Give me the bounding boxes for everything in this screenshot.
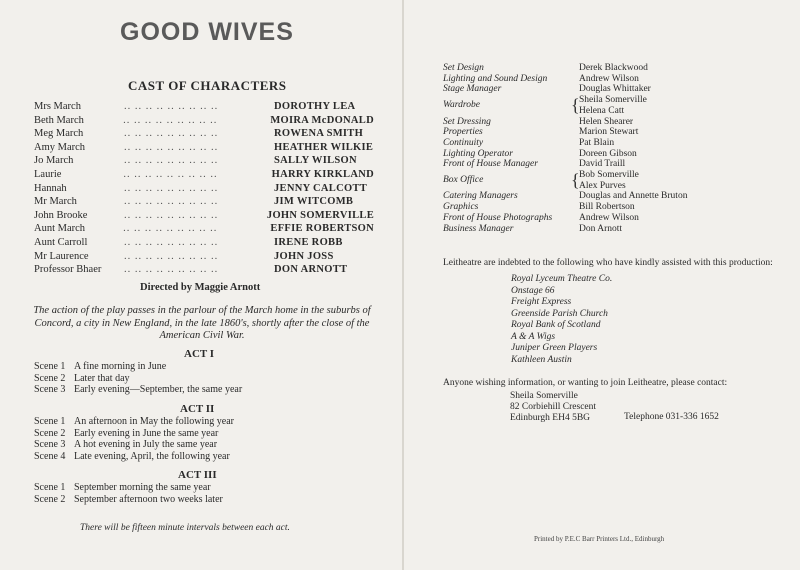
act-3-title: ACT III <box>178 469 217 481</box>
crew-role: Catering Managers <box>443 191 518 202</box>
crew-role: Lighting Operator <box>443 148 513 159</box>
crew-row <box>443 213 783 224</box>
cast-row <box>34 195 374 209</box>
leader-dots: .. .. .. .. .. .. .. .. .. <box>124 236 219 248</box>
leader-dots: .. .. .. .. .. .. .. .. .. <box>123 114 218 126</box>
leader-dots: .. .. .. .. .. .. .. .. .. <box>124 128 219 140</box>
cast-row <box>34 236 374 250</box>
cast-role: Aunt Carroll <box>34 236 88 248</box>
list-item: Juniper Green Players <box>511 343 598 353</box>
cast-role: Jo March <box>34 155 74 167</box>
scene-label: Scene 1 <box>34 361 66 372</box>
crew-role: Graphics <box>443 202 479 213</box>
crew-role: Lighting and Sound Design <box>443 73 548 84</box>
list-item: A & A Wigs <box>511 331 556 342</box>
cast-actor: EFFIE ROBERTSON <box>270 223 374 235</box>
interval-note: There will be fifteen minute intervals between each act. <box>80 523 290 533</box>
crew-row <box>443 191 783 202</box>
scene-text: September afternoon two weeks later <box>74 493 223 505</box>
scene-row <box>34 494 223 506</box>
leader-dots: .. .. .. .. .. .. .. .. .. <box>124 250 219 262</box>
crew-row <box>443 149 783 160</box>
printer-credit: Printed by P.E.C Barr Printers Ltd., Edinburgh <box>534 535 665 543</box>
acknowledgement-list <box>511 274 612 366</box>
crew-name: Andrew Wilson <box>579 73 639 84</box>
scene-row <box>34 384 242 396</box>
cast-role: Hannah <box>34 182 67 194</box>
crew-row <box>443 202 783 213</box>
crew-name: Bill Robertson <box>579 202 635 213</box>
cast-role: Mr Laurence <box>34 250 89 262</box>
leader-dots: .. .. .. .. .. .. .. .. .. <box>124 264 219 276</box>
cast-row <box>34 127 374 141</box>
scene-label: Scene 4 <box>34 450 66 462</box>
list-item: Greenside Parish Church <box>511 308 608 319</box>
cast-role: Aunt March <box>34 223 86 235</box>
contact-phone: Telephone 031-336 1652 <box>624 412 719 422</box>
cast-role: Meg March <box>34 128 84 140</box>
contact-address <box>510 391 596 423</box>
crew-name: Douglas and Annette Bruton <box>579 191 688 202</box>
list-item: Kathleen Austin <box>511 354 572 365</box>
crew-name: Douglas Whittaker <box>579 84 651 95</box>
cast-row <box>34 222 374 236</box>
cast-row <box>34 168 374 182</box>
crew-name: Alex Purves <box>579 180 626 191</box>
crew-name: Marion Stewart <box>579 127 639 138</box>
list-item: Royal Lyceum Theatre Co. <box>511 274 613 284</box>
list-item: Freight Express <box>511 297 572 307</box>
crew-name: Pat Blain <box>579 137 615 148</box>
scene-row <box>34 361 242 373</box>
cast-row <box>34 141 374 155</box>
scene-row <box>34 373 242 385</box>
crew-name: Derek Blackwood <box>579 63 648 73</box>
cast-actor: JIM WITCOMB <box>274 196 354 208</box>
cast-actor: IRENE ROBB <box>274 236 343 248</box>
cast-actor: JENNY CALCOTT <box>274 182 368 194</box>
crew-role: Properties <box>443 127 483 138</box>
crew-row <box>443 159 783 170</box>
crew-row <box>443 138 783 149</box>
list-item: Onstage 66 <box>511 285 555 296</box>
act-2-title: ACT II <box>180 403 215 415</box>
crew-name: Bob Somerville <box>579 170 639 181</box>
crew-role: Business Manager <box>443 223 514 234</box>
scene-text: Later that day <box>74 372 130 384</box>
page-fold <box>402 0 404 570</box>
contact-city: Edinburgh EH4 5BG <box>510 412 591 423</box>
crew-name: Doreen Gibson <box>579 148 637 159</box>
scene-label: Scene 1 <box>34 416 66 427</box>
cast-row <box>34 263 374 277</box>
leader-dots: .. .. .. .. .. .. .. .. .. <box>124 141 219 153</box>
cast-actor: HEATHER WILKIE <box>274 141 374 153</box>
scene-row <box>34 451 234 463</box>
cast-role: Professor Bhaer <box>34 264 102 276</box>
scene-text: A fine morning in June <box>74 361 167 372</box>
crew-name: Don Arnott <box>579 223 623 234</box>
leader-dots: .. .. .. .. .. .. .. .. .. <box>123 168 218 180</box>
crew-row <box>443 117 783 128</box>
crew-role: Stage Manager <box>443 84 502 95</box>
act-2-scenes <box>34 416 234 462</box>
crew-row <box>443 63 783 74</box>
crew-role: Continuity <box>443 137 484 148</box>
leader-dots: .. .. .. .. .. .. .. .. .. <box>124 209 219 221</box>
leader-dots: .. .. .. .. .. .. .. .. .. <box>124 196 219 208</box>
cast-actor: HARRY KIRKLAND <box>271 168 374 180</box>
scene-label: Scene 3 <box>34 439 66 450</box>
acknowledgement-text: Leitheatre are indebted to the following who have kindly assisted with this production: <box>443 258 773 268</box>
scene-text: Early evening in June the same year <box>74 427 219 439</box>
leader-dots: .. .. .. .. .. .. .. .. .. <box>124 101 219 112</box>
cast-actor: ROWENA SMITH <box>274 128 364 140</box>
cast-role: Laurie <box>34 168 62 180</box>
crew-row <box>443 224 783 235</box>
crew-role: Wardrobe <box>443 100 480 111</box>
cast-actor: JOHN SOMERVILLE <box>266 209 374 221</box>
crew-name: Andrew Wilson <box>579 212 639 223</box>
brace-icon: { <box>571 170 580 191</box>
scene-text: Early evening—September, the same year <box>74 384 243 395</box>
play-title: GOOD WIVES <box>120 18 294 46</box>
scene-label: Scene 2 <box>34 427 66 439</box>
scene-text: A hot evening in July the same year <box>74 439 218 450</box>
cast-row <box>34 209 374 223</box>
cast-row <box>34 182 374 196</box>
crew-role: Front of House Manager <box>443 159 538 170</box>
cast-role: Mrs March <box>34 101 81 112</box>
contact-street: 82 Corbiehill Crescent <box>510 401 597 412</box>
cast-actor: MOIRA McDONALD <box>270 114 374 126</box>
leader-dots: .. .. .. .. .. .. .. .. .. <box>124 155 219 167</box>
cast-heading: CAST OF CHARACTERS <box>128 78 287 93</box>
crew-row <box>443 170 783 191</box>
crew-row <box>443 74 783 85</box>
scene-label: Scene 2 <box>34 372 66 384</box>
crew-name: Helena Catt <box>579 105 625 116</box>
scene-row <box>34 416 234 428</box>
scene-label: Scene 2 <box>34 493 66 505</box>
cast-row <box>34 154 374 168</box>
cast-role: Mr March <box>34 196 77 208</box>
contact-name: Sheila Somerville <box>510 391 578 401</box>
cast-list <box>34 100 374 277</box>
act-1-title: ACT I <box>184 348 215 360</box>
crew-name: Sheila Somerville <box>579 95 647 106</box>
crew-name: Helen Shearer <box>579 116 634 127</box>
scene-row <box>34 428 234 440</box>
brace-icon: { <box>571 95 580 116</box>
crew-row <box>443 95 783 116</box>
scene-row <box>34 482 223 494</box>
contact-text: Anyone wishing information, or wanting to join Leitheatre, please contact: <box>443 378 728 388</box>
crew-role: Set Dressing <box>443 116 491 127</box>
cast-row <box>34 114 374 128</box>
cast-row <box>34 100 374 114</box>
crew-role: Set Design <box>443 63 484 73</box>
list-item: Royal Bank of Scotland <box>511 320 601 330</box>
crew-role: Front of House Photographs <box>443 212 553 223</box>
scene-label: Scene 1 <box>34 482 66 493</box>
scene-text: An afternoon in May the following year <box>74 416 234 427</box>
synopsis: The action of the play passes in the parlour of the March home in the suburbs of Concord, a city in New England, in the late 1860's, shortly after the close of the American Civil War. <box>33 305 371 341</box>
crew-row <box>443 127 783 138</box>
crew-name: David Traill <box>579 159 626 170</box>
scene-text: Late evening, April, the following year <box>74 450 230 462</box>
scene-row <box>34 439 234 451</box>
crew-role: Box Office <box>443 175 484 186</box>
cast-actor: DOROTHY LEA <box>274 101 356 112</box>
crew-row <box>443 84 783 95</box>
cast-role: Beth March <box>34 114 84 126</box>
cast-actor: DON ARNOTT <box>274 264 348 276</box>
cast-row <box>34 250 374 264</box>
leader-dots: .. .. .. .. .. .. .. .. .. <box>123 223 218 235</box>
scene-label: Scene 3 <box>34 384 66 395</box>
scene-text: September morning the same year <box>74 482 211 493</box>
cast-role: Amy March <box>34 141 86 153</box>
cast-role: John Brooke <box>34 209 88 221</box>
act-3-scenes <box>34 482 223 505</box>
cast-actor: SALLY WILSON <box>274 155 357 167</box>
cast-actor: JOHN JOSS <box>274 250 334 262</box>
act-1-scenes <box>34 361 242 396</box>
director-credit: Directed by Maggie Arnott <box>140 282 261 293</box>
crew-list <box>443 63 783 234</box>
leader-dots: .. .. .. .. .. .. .. .. .. <box>124 182 219 194</box>
